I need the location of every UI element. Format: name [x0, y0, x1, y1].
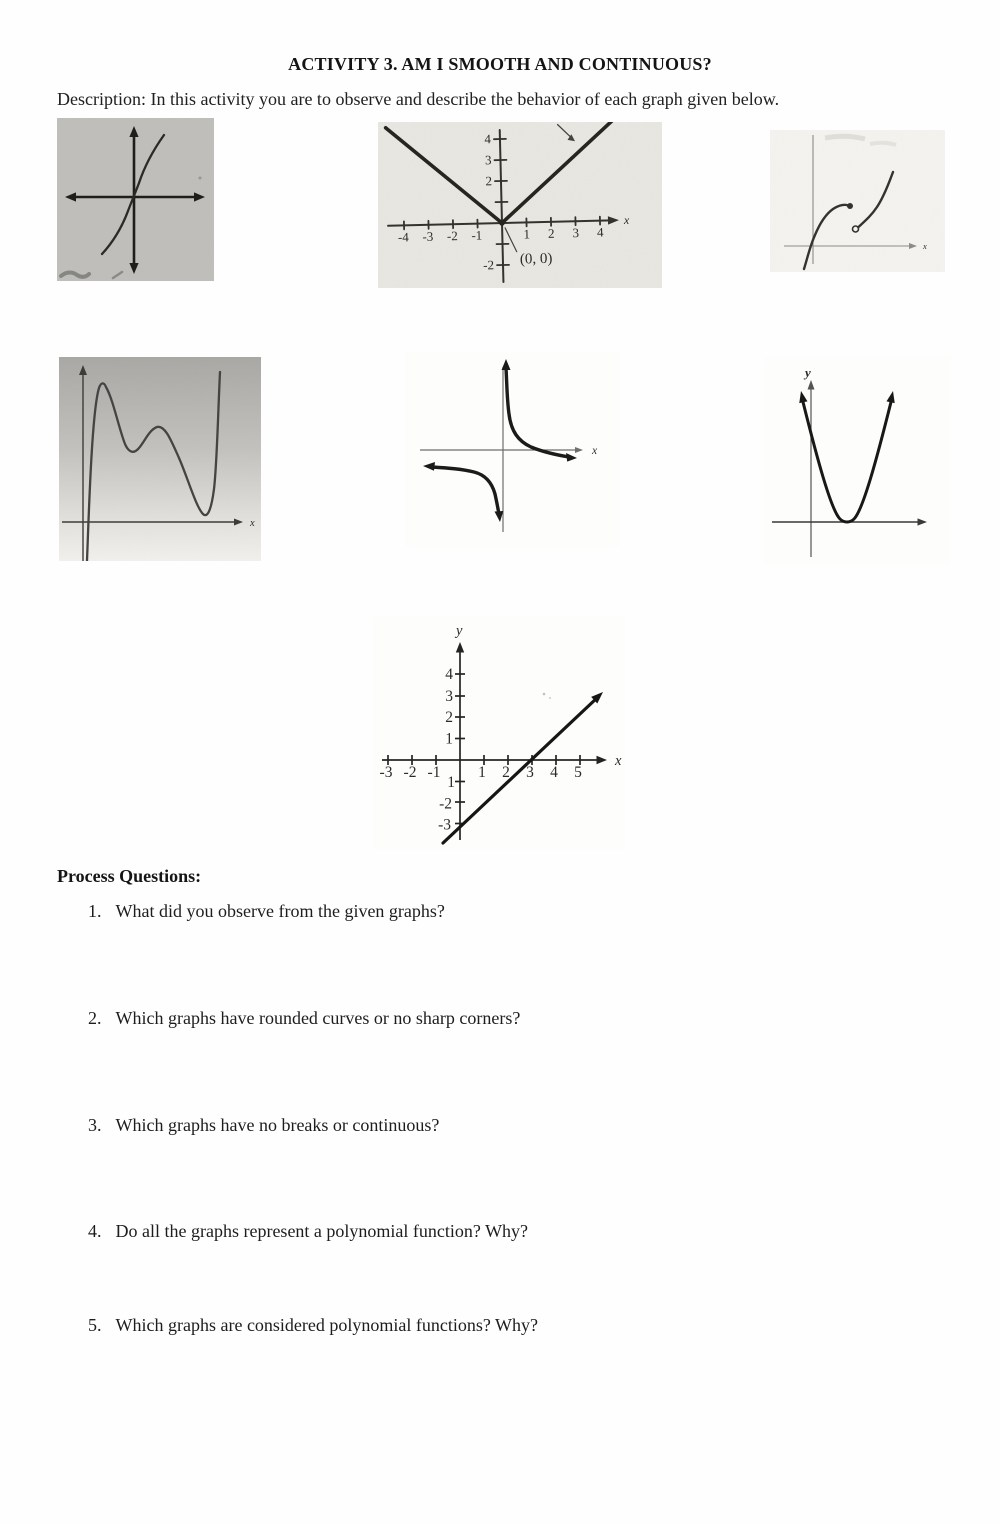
question-4-number: 4.: [88, 1221, 102, 1241]
graph-parabola: [764, 357, 950, 570]
y-tick-label: -2: [439, 795, 452, 813]
y-axis-label: y: [456, 623, 463, 639]
y-tick-label: 1: [445, 730, 453, 748]
graph-bg: [373, 617, 626, 850]
question-5: [88, 1315, 538, 1336]
description-text: Description: In this activity you are to observe and describe the behavior of each graph given below.: [57, 89, 780, 109]
y-tick-label: 1: [447, 774, 455, 791]
scan-speck: [543, 693, 546, 696]
y-tick-label: -3: [438, 816, 451, 834]
x-axis-label: x: [623, 212, 630, 228]
graph-hyperbola-image: [405, 352, 620, 548]
question-4: [88, 1221, 528, 1242]
x-tick-label: -2: [446, 228, 458, 244]
graph-cubic-image: [57, 118, 214, 281]
graph-absolute-value: [378, 122, 662, 293]
x-tick-label: -1: [427, 764, 441, 781]
closed-endpoint-dot: [847, 203, 853, 209]
x-tick-label: 2: [547, 225, 555, 241]
question-1-text: What did you observe from the given graphs?: [115, 901, 445, 921]
scan-grain: [59, 357, 261, 561]
x-axis-label: x: [923, 241, 927, 251]
graph-parabola-image: [764, 357, 950, 565]
x-tick-label: 5: [574, 764, 582, 781]
graph-jump-image: [770, 130, 945, 272]
question-3-text: Which graphs have no breaks or continuous?: [115, 1115, 440, 1135]
question-2-number: 2.: [88, 1008, 102, 1028]
page-title: ACTIVITY 3. AM I SMOOTH AND CONTINUOUS?: [288, 54, 712, 74]
x-tick-label: 1: [523, 226, 531, 242]
x-axis-label: x: [250, 518, 255, 529]
x-axis-label: x: [615, 753, 622, 769]
question-2: [88, 1008, 520, 1029]
graph-line-image: [373, 617, 626, 850]
scan-speck: [549, 697, 551, 699]
scan-smudge: [825, 136, 865, 139]
question-5-number: 5.: [88, 1315, 102, 1335]
question-5-text: Which graphs are considered polynomial functions? Why?: [115, 1315, 539, 1335]
x-tick-label: 4: [596, 224, 604, 240]
x-tick-label: -2: [403, 764, 417, 781]
graph-polynomial: [59, 357, 261, 566]
y-axis-label: y: [805, 365, 811, 380]
x-tick-label: -4: [397, 229, 409, 245]
question-2-text: Which graphs have rounded curves or no sharp corners?: [115, 1008, 521, 1028]
x-tick-label: 2: [502, 764, 510, 781]
question-3: [88, 1115, 439, 1136]
graph-jump-discontinuity: [770, 130, 945, 277]
y-tick-label: -2: [482, 257, 495, 273]
origin-label: (0, 0): [519, 250, 553, 268]
y-tick-label: 3: [484, 152, 492, 168]
question-3-number: 3.: [88, 1115, 102, 1135]
y-tick-label: 4: [445, 666, 453, 683]
scan-speck: [199, 177, 202, 180]
y-tick-label: 4: [484, 131, 492, 147]
x-axis-label: x: [592, 445, 598, 457]
scan-grain: [770, 130, 945, 272]
graph-cubic: [57, 118, 214, 286]
x-tick-label: 1: [478, 764, 486, 781]
graph-hyperbola: [405, 352, 620, 553]
graph-absolute-value-image: [378, 122, 662, 288]
x-tick-label: -3: [379, 764, 393, 781]
graph-line: [373, 617, 626, 855]
x-tick-labels: [380, 764, 583, 781]
graph-polynomial-image: [59, 357, 261, 561]
question-4-text: Do all the graphs represent a polynomial function? Why?: [115, 1221, 529, 1241]
scan-grain: [57, 118, 214, 281]
process-questions-header: Process Questions:: [57, 866, 202, 886]
question-1-number: 1.: [88, 901, 102, 921]
y-tick-label: 2: [485, 173, 493, 189]
y-tick-label: 3: [445, 688, 453, 705]
question-1: [88, 901, 445, 922]
y-tick-label: 2: [445, 709, 453, 726]
x-tick-label: -1: [471, 227, 483, 243]
x-tick-label: 3: [526, 764, 534, 781]
graph-bg: [764, 357, 950, 565]
x-tick-label: 4: [550, 764, 558, 781]
scan-smudge: [870, 143, 896, 145]
x-tick-label: 3: [572, 225, 580, 241]
x-tick-label: -3: [422, 228, 434, 244]
